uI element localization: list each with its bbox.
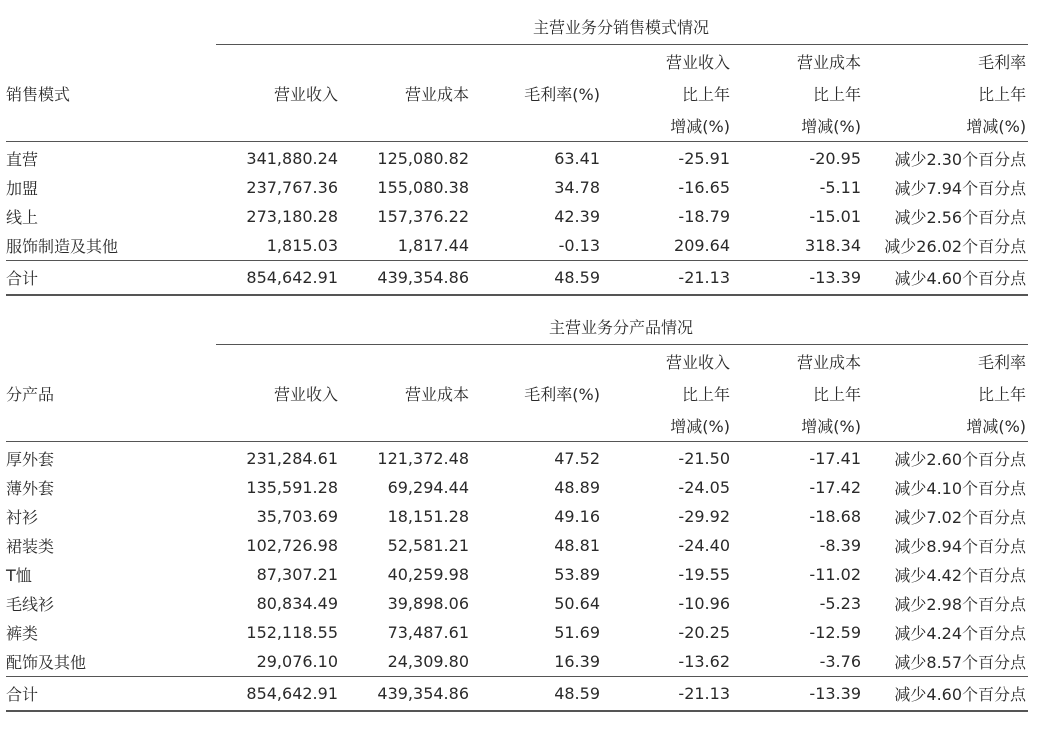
- cell-margin-change: 减少8.57个百分点: [863, 647, 1028, 677]
- cell-margin: 63.41: [554, 149, 600, 168]
- cell-rev-change: -21.13: [602, 677, 732, 712]
- cell-revenue: 231,284.61: [246, 449, 338, 468]
- cell-revenue: 237,767.36: [246, 178, 338, 197]
- cell-margin: 48.59: [471, 261, 602, 296]
- cell-margin-change: 减少26.02个百分点: [863, 231, 1028, 261]
- cell-cost: 155,080.38: [377, 178, 469, 197]
- header-margin-change: 比上年: [978, 84, 1027, 104]
- cell-margin: -0.13: [471, 231, 602, 261]
- cell-name: 合计: [6, 261, 216, 296]
- cell-cost-change: -5.11: [819, 178, 861, 197]
- header-rev-change: 增减(%): [602, 409, 732, 442]
- cell-rev-change: -25.91: [678, 149, 730, 168]
- cell-name: 合计: [6, 677, 216, 712]
- cell-cost-change: -18.68: [809, 507, 861, 526]
- cell-margin-change: 减少4.10个百分点: [894, 479, 1027, 498]
- section-title: 主营业务分销售模式情况: [216, 8, 1028, 45]
- cell-cost: 125,080.82: [377, 149, 469, 168]
- table-row: [6, 647, 1028, 677]
- row-label-header: 销售模式: [6, 84, 71, 104]
- cell-revenue: 854,642.91: [216, 261, 340, 296]
- cell-cost-change: -3.76: [732, 647, 863, 677]
- cell-cost-change: -17.42: [809, 478, 861, 497]
- product-table: [6, 308, 1028, 712]
- cell-revenue: 152,118.55: [246, 623, 338, 642]
- header-cost-change: 营业成本: [796, 52, 861, 72]
- header-cost-change: 增减(%): [732, 409, 863, 442]
- cell-margin-change: 减少2.30个百分点: [894, 150, 1027, 169]
- cell-rev-change: -21.50: [678, 449, 730, 468]
- header-cost-change: 比上年: [812, 384, 861, 404]
- cell-cost: 73,487.61: [387, 623, 469, 642]
- cell-cost-change: -13.39: [732, 261, 863, 296]
- cell-name: 衬衫: [6, 508, 39, 527]
- cell-rev-change: -20.25: [678, 623, 730, 642]
- cell-name: 线上: [6, 208, 39, 227]
- cell-margin: 49.16: [554, 507, 600, 526]
- sales-mode-table: [6, 8, 1028, 296]
- cell-cost: 40,259.98: [387, 565, 469, 584]
- cell-rev-change: -21.13: [602, 261, 732, 296]
- cell-name: 配饰及其他: [6, 647, 216, 677]
- cell-margin-change: 减少2.60个百分点: [894, 450, 1027, 469]
- header-revenue: 营业收入: [273, 384, 338, 404]
- cell-margin: 16.39: [471, 647, 602, 677]
- cell-cost-change: -15.01: [809, 207, 861, 226]
- cell-margin: 34.78: [554, 178, 600, 197]
- total-row: [6, 677, 1028, 712]
- cell-margin: 42.39: [554, 207, 600, 226]
- table-row: [6, 473, 1028, 502]
- cell-margin: 48.81: [554, 536, 600, 555]
- total-row: [6, 261, 1028, 296]
- cell-margin-change: 减少4.60个百分点: [863, 261, 1028, 296]
- header-revenue: 营业收入: [273, 84, 338, 104]
- header-margin-change: 增减(%): [863, 109, 1028, 142]
- cell-name: T恤: [6, 566, 32, 585]
- cell-margin: 48.59: [471, 677, 602, 712]
- header-margin-change: 毛利率: [978, 352, 1027, 372]
- cell-rev-change: -24.05: [678, 478, 730, 497]
- header-rev-change: 增减(%): [602, 109, 732, 142]
- cell-cost-change: -8.39: [819, 536, 861, 555]
- cell-rev-change: -29.92: [678, 507, 730, 526]
- header-margin: 毛利率(%): [524, 384, 600, 404]
- cell-revenue: 87,307.21: [256, 565, 338, 584]
- table-row: [6, 231, 1028, 261]
- cell-cost: 39,898.06: [387, 594, 469, 613]
- cell-cost: 121,372.48: [377, 449, 469, 468]
- cell-revenue: 273,180.28: [246, 207, 338, 226]
- header-cost-change: 比上年: [812, 84, 861, 104]
- cell-name: 裙装类: [6, 537, 55, 556]
- cell-margin: 50.64: [554, 594, 600, 613]
- cell-revenue: 80,834.49: [256, 594, 338, 613]
- cell-margin-change: 减少2.98个百分点: [894, 595, 1027, 614]
- cell-cost-change: 318.34: [732, 231, 863, 261]
- cell-revenue: 854,642.91: [216, 677, 340, 712]
- cell-revenue: 29,076.10: [216, 647, 340, 677]
- section-title: 主营业务分产品情况: [216, 308, 1028, 345]
- cell-revenue: 35,703.69: [256, 507, 338, 526]
- cell-margin-change: 减少4.24个百分点: [894, 624, 1027, 643]
- cell-margin-change: 减少4.60个百分点: [863, 677, 1028, 712]
- cell-rev-change: -16.65: [678, 178, 730, 197]
- cell-name: 裤类: [6, 624, 39, 643]
- cell-cost-change: -17.41: [809, 449, 861, 468]
- cell-name: 加盟: [6, 179, 39, 198]
- cell-rev-change: -13.62: [602, 647, 732, 677]
- table-row: [6, 531, 1028, 560]
- cell-margin-change: 减少4.42个百分点: [894, 566, 1027, 585]
- table-row: [6, 442, 1028, 474]
- cell-margin-change: 减少2.56个百分点: [894, 208, 1027, 227]
- table-row: [6, 560, 1028, 589]
- header-cost: 营业成本: [404, 84, 469, 104]
- cell-rev-change: -24.40: [678, 536, 730, 555]
- cell-name: 服饰制造及其他: [6, 231, 216, 261]
- table-row: [6, 618, 1028, 647]
- cell-margin-change: 减少8.94个百分点: [894, 537, 1027, 556]
- cell-cost-change: -13.39: [732, 677, 863, 712]
- table-row: [6, 173, 1028, 202]
- cell-cost: 439,354.86: [340, 677, 471, 712]
- cell-margin-change: 减少7.02个百分点: [894, 508, 1027, 527]
- row-label-header: 分产品: [6, 384, 55, 404]
- cell-rev-change: -19.55: [678, 565, 730, 584]
- cell-name: 直营: [6, 150, 39, 169]
- cell-rev-change: -18.79: [678, 207, 730, 226]
- cell-revenue: 102,726.98: [246, 536, 338, 555]
- cell-cost: 52,581.21: [387, 536, 469, 555]
- header-cost-change: 增减(%): [732, 109, 863, 142]
- header-cost: 营业成本: [404, 384, 469, 404]
- cell-rev-change: -10.96: [678, 594, 730, 613]
- cell-margin: 51.69: [554, 623, 600, 642]
- cell-margin: 47.52: [554, 449, 600, 468]
- cell-revenue: 341,880.24: [246, 149, 338, 168]
- header-margin: 毛利率(%): [524, 84, 600, 104]
- cell-cost-change: -11.02: [809, 565, 861, 584]
- cell-cost-change: -20.95: [809, 149, 861, 168]
- table-row: [6, 202, 1028, 231]
- table-row: [6, 502, 1028, 531]
- cell-cost: 157,376.22: [377, 207, 469, 226]
- cell-name: 毛线衫: [6, 595, 55, 614]
- cell-cost: 439,354.86: [340, 261, 471, 296]
- header-margin-change: 比上年: [978, 384, 1027, 404]
- cell-name: 薄外套: [6, 479, 55, 498]
- cell-cost-change: -5.23: [819, 594, 861, 613]
- header-rev-change: 比上年: [681, 84, 730, 104]
- cell-cost: 1,817.44: [340, 231, 471, 261]
- cell-revenue: 1,815.03: [216, 231, 340, 261]
- table-row: [6, 142, 1028, 174]
- cell-cost: 18,151.28: [387, 507, 469, 526]
- cell-cost-change: -12.59: [809, 623, 861, 642]
- cell-margin: 53.89: [554, 565, 600, 584]
- table-row: [6, 589, 1028, 618]
- header-rev-change: 营业收入: [665, 52, 730, 72]
- header-margin-change: 增减(%): [863, 409, 1028, 442]
- header-rev-change: 营业收入: [665, 352, 730, 372]
- cell-cost: 24,309.80: [340, 647, 471, 677]
- cell-revenue: 135,591.28: [246, 478, 338, 497]
- cell-margin: 48.89: [554, 478, 600, 497]
- cell-name: 厚外套: [6, 450, 55, 469]
- header-margin-change: 毛利率: [978, 52, 1027, 72]
- cell-margin-change: 减少7.94个百分点: [894, 179, 1027, 198]
- header-cost-change: 营业成本: [796, 352, 861, 372]
- cell-rev-change: 209.64: [602, 231, 732, 261]
- header-rev-change: 比上年: [681, 384, 730, 404]
- cell-cost: 69,294.44: [387, 478, 469, 497]
